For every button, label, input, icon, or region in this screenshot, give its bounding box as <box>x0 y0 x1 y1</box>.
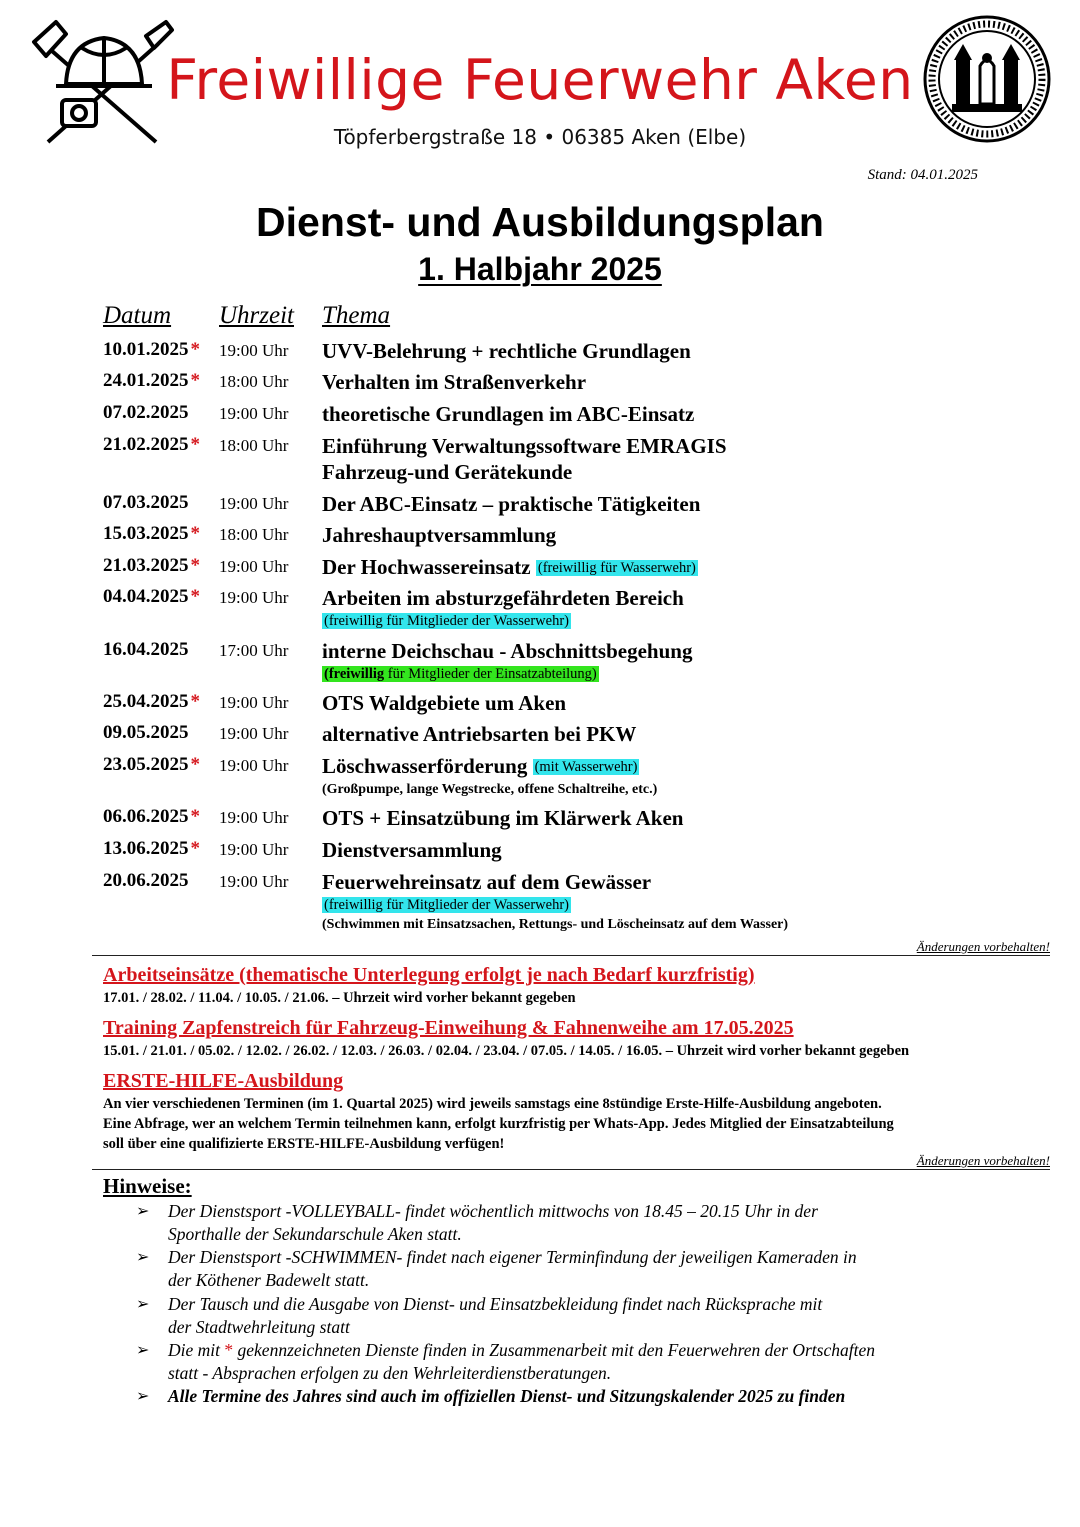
row-time: 19:00 Uhr <box>219 756 289 775</box>
row-topic <box>322 433 1042 485</box>
row-topic <box>322 753 1042 800</box>
row-time: 19:00 Uhr <box>219 404 289 423</box>
row-topic-text: Der Hochwassereinsatz <box>322 555 531 579</box>
row-time: 19:00 Uhr <box>219 494 289 513</box>
row-topic: Dienstversammlung <box>322 838 502 862</box>
row-topic: theoretische Grundlagen im ABC-Einsatz <box>322 402 695 426</box>
row-topic <box>322 585 1042 631</box>
row-topic: Verhalten im Straßenverkehr <box>322 370 587 394</box>
row-topic-text: interne Deichschau - Abschnittsbegehung <box>322 639 693 663</box>
row-time: 19:00 Uhr <box>219 872 289 891</box>
row-time: 18:00 Uhr <box>219 436 289 455</box>
bullet-arrow-icon: ➢ <box>136 1388 150 1405</box>
highlight-note: (freiwillig für Mitglieder der Wasserwehr) <box>324 613 569 629</box>
section-heading-training: Training Zapfenstreich für Fahrzeug-Einweihung & Fahnenweihe am 17.05.2025 <box>103 1017 794 1039</box>
row-date: 20.06.2025 <box>103 870 189 891</box>
changes-note: Änderungen vorbehalten! <box>916 939 1050 954</box>
row-topic: Der ABC-Einsatz – praktische Tätigkeiten <box>322 492 701 516</box>
column-header-topic: Thema <box>322 302 391 329</box>
row-topic-text: Feuerwehreinsatz auf dem Gewässer <box>322 870 652 894</box>
row-date: 21.02.2025 * <box>103 434 200 455</box>
bullet-arrow-icon: ➢ <box>136 1203 150 1220</box>
row-date: 15.03.2025 * <box>103 523 200 544</box>
row-time: 19:00 Uhr <box>219 724 289 743</box>
page-title: Dienst- und Ausbildungsplan <box>256 199 824 245</box>
row-topic: OTS + Einsatzübung im Klärwerk Aken <box>322 806 684 830</box>
page-subtitle: 1. Halbjahr 2025 <box>418 251 662 287</box>
row-date: 13.06.2025 * <box>103 838 200 859</box>
row-topic <box>322 554 1042 581</box>
list-item: Alle Termine des Jahres sind auch im offiziellen Dienst- und Sitzungskalender 2025 zu finden <box>168 1386 846 1406</box>
list-item: Der Tausch und die Ausgabe von Dienst- und Einsatzbekleidung findet nach Rücksprache mit der Stadtwehrleitung statt <box>168 1294 823 1337</box>
row-topic-line2: Fahrzeug-und Gerätekunde <box>322 460 573 484</box>
row-time: 18:00 Uhr <box>219 525 289 544</box>
section-heading-erste-hilfe: ERSTE-HILFE-Ausbildung <box>103 1070 344 1092</box>
changes-note: Änderungen vorbehalten! <box>916 1153 1050 1168</box>
row-topic-line1: Einführung Verwaltungssoftware EMRAGIS <box>322 434 727 458</box>
highlight-note: (freiwillig für Wasserwehr) <box>537 560 696 576</box>
row-topic: UVV-Belehrung + rechtliche Grundlagen <box>322 339 691 363</box>
bullet-arrow-icon: ➢ <box>136 1249 150 1266</box>
row-topic: OTS Waldgebiete um Aken <box>322 691 567 715</box>
row-time: 18:00 Uhr <box>219 372 289 391</box>
row-topic-text: Löschwasserförderung <box>322 754 528 778</box>
org-title: Freiwillige Feuerwehr Aken <box>166 48 914 112</box>
list-item: Der Dienstsport -VOLLEYBALL- findet wöchentlich mittwochs von 18.45 – 20.15 Uhr in der Sporthalle der Sekundarschule Aken statt. <box>168 1201 818 1244</box>
row-topic: Jahreshauptversammlung <box>322 523 557 547</box>
highlight-note: (mit Wasserwehr) <box>534 759 638 775</box>
column-header-date: Datum <box>103 302 172 329</box>
row-date: 25.04.2025 * <box>103 691 200 712</box>
list-item: Der Dienstsport -SCHWIMMEN- findet nach eigener Terminfindung der jeweiligen Kameraden in der Köthener Badewelt statt. <box>168 1247 857 1290</box>
row-date: 07.03.2025 <box>103 492 189 513</box>
row-date: 16.04.2025 <box>103 639 189 660</box>
row-time: 17:00 Uhr <box>219 641 289 660</box>
highlight-note: (freiwillig für Mitglieder der Wasserwehr) <box>324 897 569 913</box>
section-text-training: 15.01. / 21.01. / 05.02. / 12.02. / 26.02. / 12.03. / 26.03. / 02.04. / 23.04. / 07.05. / 14.05. / 16.05. – Uhrzeit wird vorher bekannt gegeben <box>103 1043 910 1059</box>
row-detail: (Schwimmen mit Einsatzsachen, Rettungs- und Löscheinsatz auf dem Wasser) <box>322 917 789 932</box>
highlight-note: (freiwillig für Mitglieder der Einsatzabteilung) <box>324 666 597 682</box>
section-heading-arbeitseinsaetze: Arbeitseinsätze (thematische Unterlegung erfolgt je nach Bedarf kurzfristig) <box>103 964 755 986</box>
row-time: 19:00 Uhr <box>219 808 289 827</box>
row-date: 06.06.2025 * <box>103 806 200 827</box>
row-time: 19:00 Uhr <box>219 557 289 576</box>
org-address: Töpferbergstraße 18 • 06385 Aken (Elbe) <box>333 125 747 149</box>
hinweise-heading: Hinweise: <box>103 1174 192 1198</box>
row-date: 09.05.2025 <box>103 722 189 743</box>
row-date: 21.03.2025 * <box>103 555 200 576</box>
list-item: Die mit * gekennzeichneten Dienste finden in Zusammenarbeit mit den Feuerwehren der Ortschaften statt - Absprachen erfolgen zu den Wehrleiterdienstberatungen. <box>168 1340 875 1383</box>
section-text-arbeitseinsaetze: 17.01. / 28.02. / 11.04. / 10.05. / 21.06. – Uhrzeit wird vorher bekannt gegeben <box>103 990 576 1006</box>
row-detail: (Großpumpe, lange Wegstrecke, offene Schaltreihe, etc.) <box>322 782 658 797</box>
bullet-arrow-icon: ➢ <box>136 1296 150 1313</box>
row-time: 19:00 Uhr <box>219 840 289 859</box>
row-topic <box>322 638 1042 684</box>
row-date: 23.05.2025 * <box>103 754 200 775</box>
row-topic: alternative Antriebsarten bei PKW <box>322 722 637 746</box>
row-time: 19:00 Uhr <box>219 693 289 712</box>
city-seal-icon <box>922 14 1052 144</box>
row-topic-text: Arbeiten im absturzgefährdeten Bereich <box>322 586 684 610</box>
column-header-time: Uhrzeit <box>219 302 294 329</box>
row-time: 19:00 Uhr <box>219 588 289 607</box>
row-topic <box>322 869 1042 935</box>
divider <box>92 1169 1050 1170</box>
section-text-erste-hilfe: An vier verschiedenen Terminen (im 1. Quartal 2025) wird jeweils samstags eine 8stündige Erste-Hilfe-Ausbildung angeboten. Eine Abfrage, wer an welchem Termin teilnehmen kann, erfolgt kurzfristig per Whats-App. Jedes Mitglied der Einsatzabteilung soll über eine qualifizierte ERSTE-HILFE-Ausbildung verfügen! <box>103 1096 894 1152</box>
bullet-arrow-icon: ➢ <box>136 1342 150 1359</box>
row-time: 19:00 Uhr <box>219 341 289 360</box>
row-date: 10.01.2025 * <box>103 339 200 360</box>
row-date: 04.04.2025 * <box>103 586 200 607</box>
stand-date: Stand: 04.01.2025 <box>867 167 978 183</box>
divider <box>92 955 1050 956</box>
row-date: 24.01.2025 * <box>103 370 200 391</box>
row-date: 07.02.2025 <box>103 402 189 423</box>
